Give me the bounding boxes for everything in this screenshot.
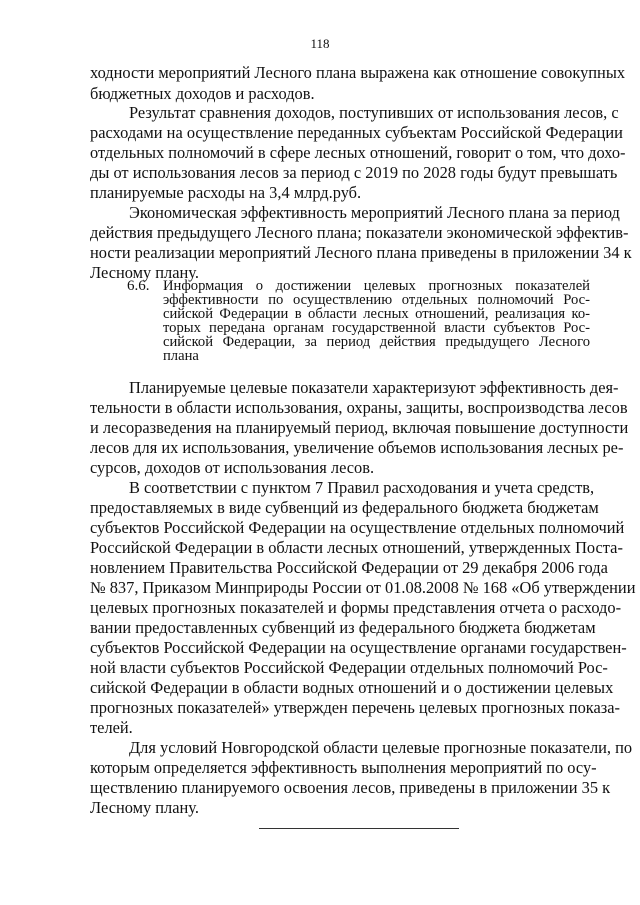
- text-line: телей.: [90, 718, 133, 737]
- text-line: планируемые расходы на 3,4 млрд.руб.: [90, 183, 362, 202]
- text-line: прогнозных показателей» утвержден перечень целевых прогнозных показа-: [90, 698, 621, 717]
- text-line: Планируемые целевые показатели характеризуют эффективность дея-: [129, 378, 619, 397]
- text-line: ды от использования лесов за период с 2019 по 2028 годы будут превышать: [90, 163, 618, 182]
- text-line: Для условий Новгородской области целевые прогнозные показатели, по: [129, 738, 633, 757]
- text-line: ной власти субъектов Российской Федерации отдельных полномочий Рос-: [90, 658, 608, 677]
- end-divider-line: [259, 828, 459, 829]
- text-line: тельности в области использования, охраны, защиты, воспроизводства лесов: [90, 398, 628, 417]
- text-line: сийской Федерации в области водных отношений и о достижении целевых: [90, 678, 614, 697]
- text-line: Результат сравнения доходов, поступивших от использования лесов, с: [129, 103, 619, 122]
- text-line: отдельных полномочий в сфере лесных отношений, говорит о том, что дохо-: [90, 143, 626, 162]
- text-line: ходности мероприятий Лесного плана выражена как отношение совокупных: [90, 63, 626, 82]
- text-line: новлением Правительства Российской Федерации от 29 декабря 2006 года: [90, 558, 608, 577]
- text-line: сурсов, доходов от использования лесов.: [90, 458, 375, 477]
- text-line: ности реализации мероприятий Лесного плана приведены в приложении 34 к: [90, 243, 632, 262]
- heading-line: Информация о достижении целевых прогнозных показателей: [163, 278, 590, 294]
- text-line: которым определяется эффективность выполнения мероприятий по осу-: [90, 758, 597, 777]
- text-line: лесов для их использования, увеличение объемов использования лесных ре-: [90, 438, 624, 457]
- text-line: предоставляемых в виде субвенций из федерального бюджета бюджетам: [90, 498, 599, 517]
- text-line: В соответствии с пунктом 7 Правил расходования и учета средств,: [129, 478, 595, 497]
- text-line: действия предыдущего Лесного плана; показатели экономической эффектив-: [90, 223, 629, 242]
- text-line: Российской Федерации в области лесных отношений, утвержденных Поста-: [90, 538, 623, 557]
- heading-line: торых передана органам государственной власти субъектов Рос-: [163, 320, 590, 336]
- text-line: вании предоставленных субвенций из федерального бюджета бюджетам: [90, 618, 596, 637]
- text-line: и лесоразведения на планируемый период, включая повышение доступности: [90, 418, 629, 437]
- heading-line: эффективности по осуществлению отдельных полномочий Рос-: [163, 292, 590, 308]
- text-line: ществлению планируемого освоения лесов, приведены в приложении 35 к: [90, 778, 611, 797]
- text-line: Лесному плану.: [90, 263, 199, 282]
- heading-line: плана: [163, 348, 199, 364]
- text-line: бюджетных доходов и расходов.: [90, 84, 315, 103]
- text-line: субъектов Российской Федерации на осуществление органами государствен-: [90, 638, 627, 657]
- page-number: 118: [310, 36, 330, 51]
- text-line: Экономическая эффективность мероприятий Лесного плана за период: [129, 203, 620, 222]
- text-line: целевых прогнозных показателей и формы представления отчета о расходо-: [90, 598, 622, 617]
- section-number: 6.6.: [127, 278, 150, 294]
- text-line: расходами на осуществление переданных субъектам Российской Федерации: [90, 123, 623, 142]
- text-line: Лесному плану.: [90, 798, 199, 817]
- text-line: № 837, Приказом Минприроды России от 01.08.2008 № 168 «Об утверждении: [90, 578, 636, 597]
- heading-line: сийской Федерации, за период действия предыдущего Лесного: [163, 334, 590, 350]
- heading-line: сийской Федерации в области лесных отношений, реализация ко-: [163, 306, 590, 322]
- text-line: субъектов Российской Федерации на осуществление отдельных полномочий: [90, 518, 625, 537]
